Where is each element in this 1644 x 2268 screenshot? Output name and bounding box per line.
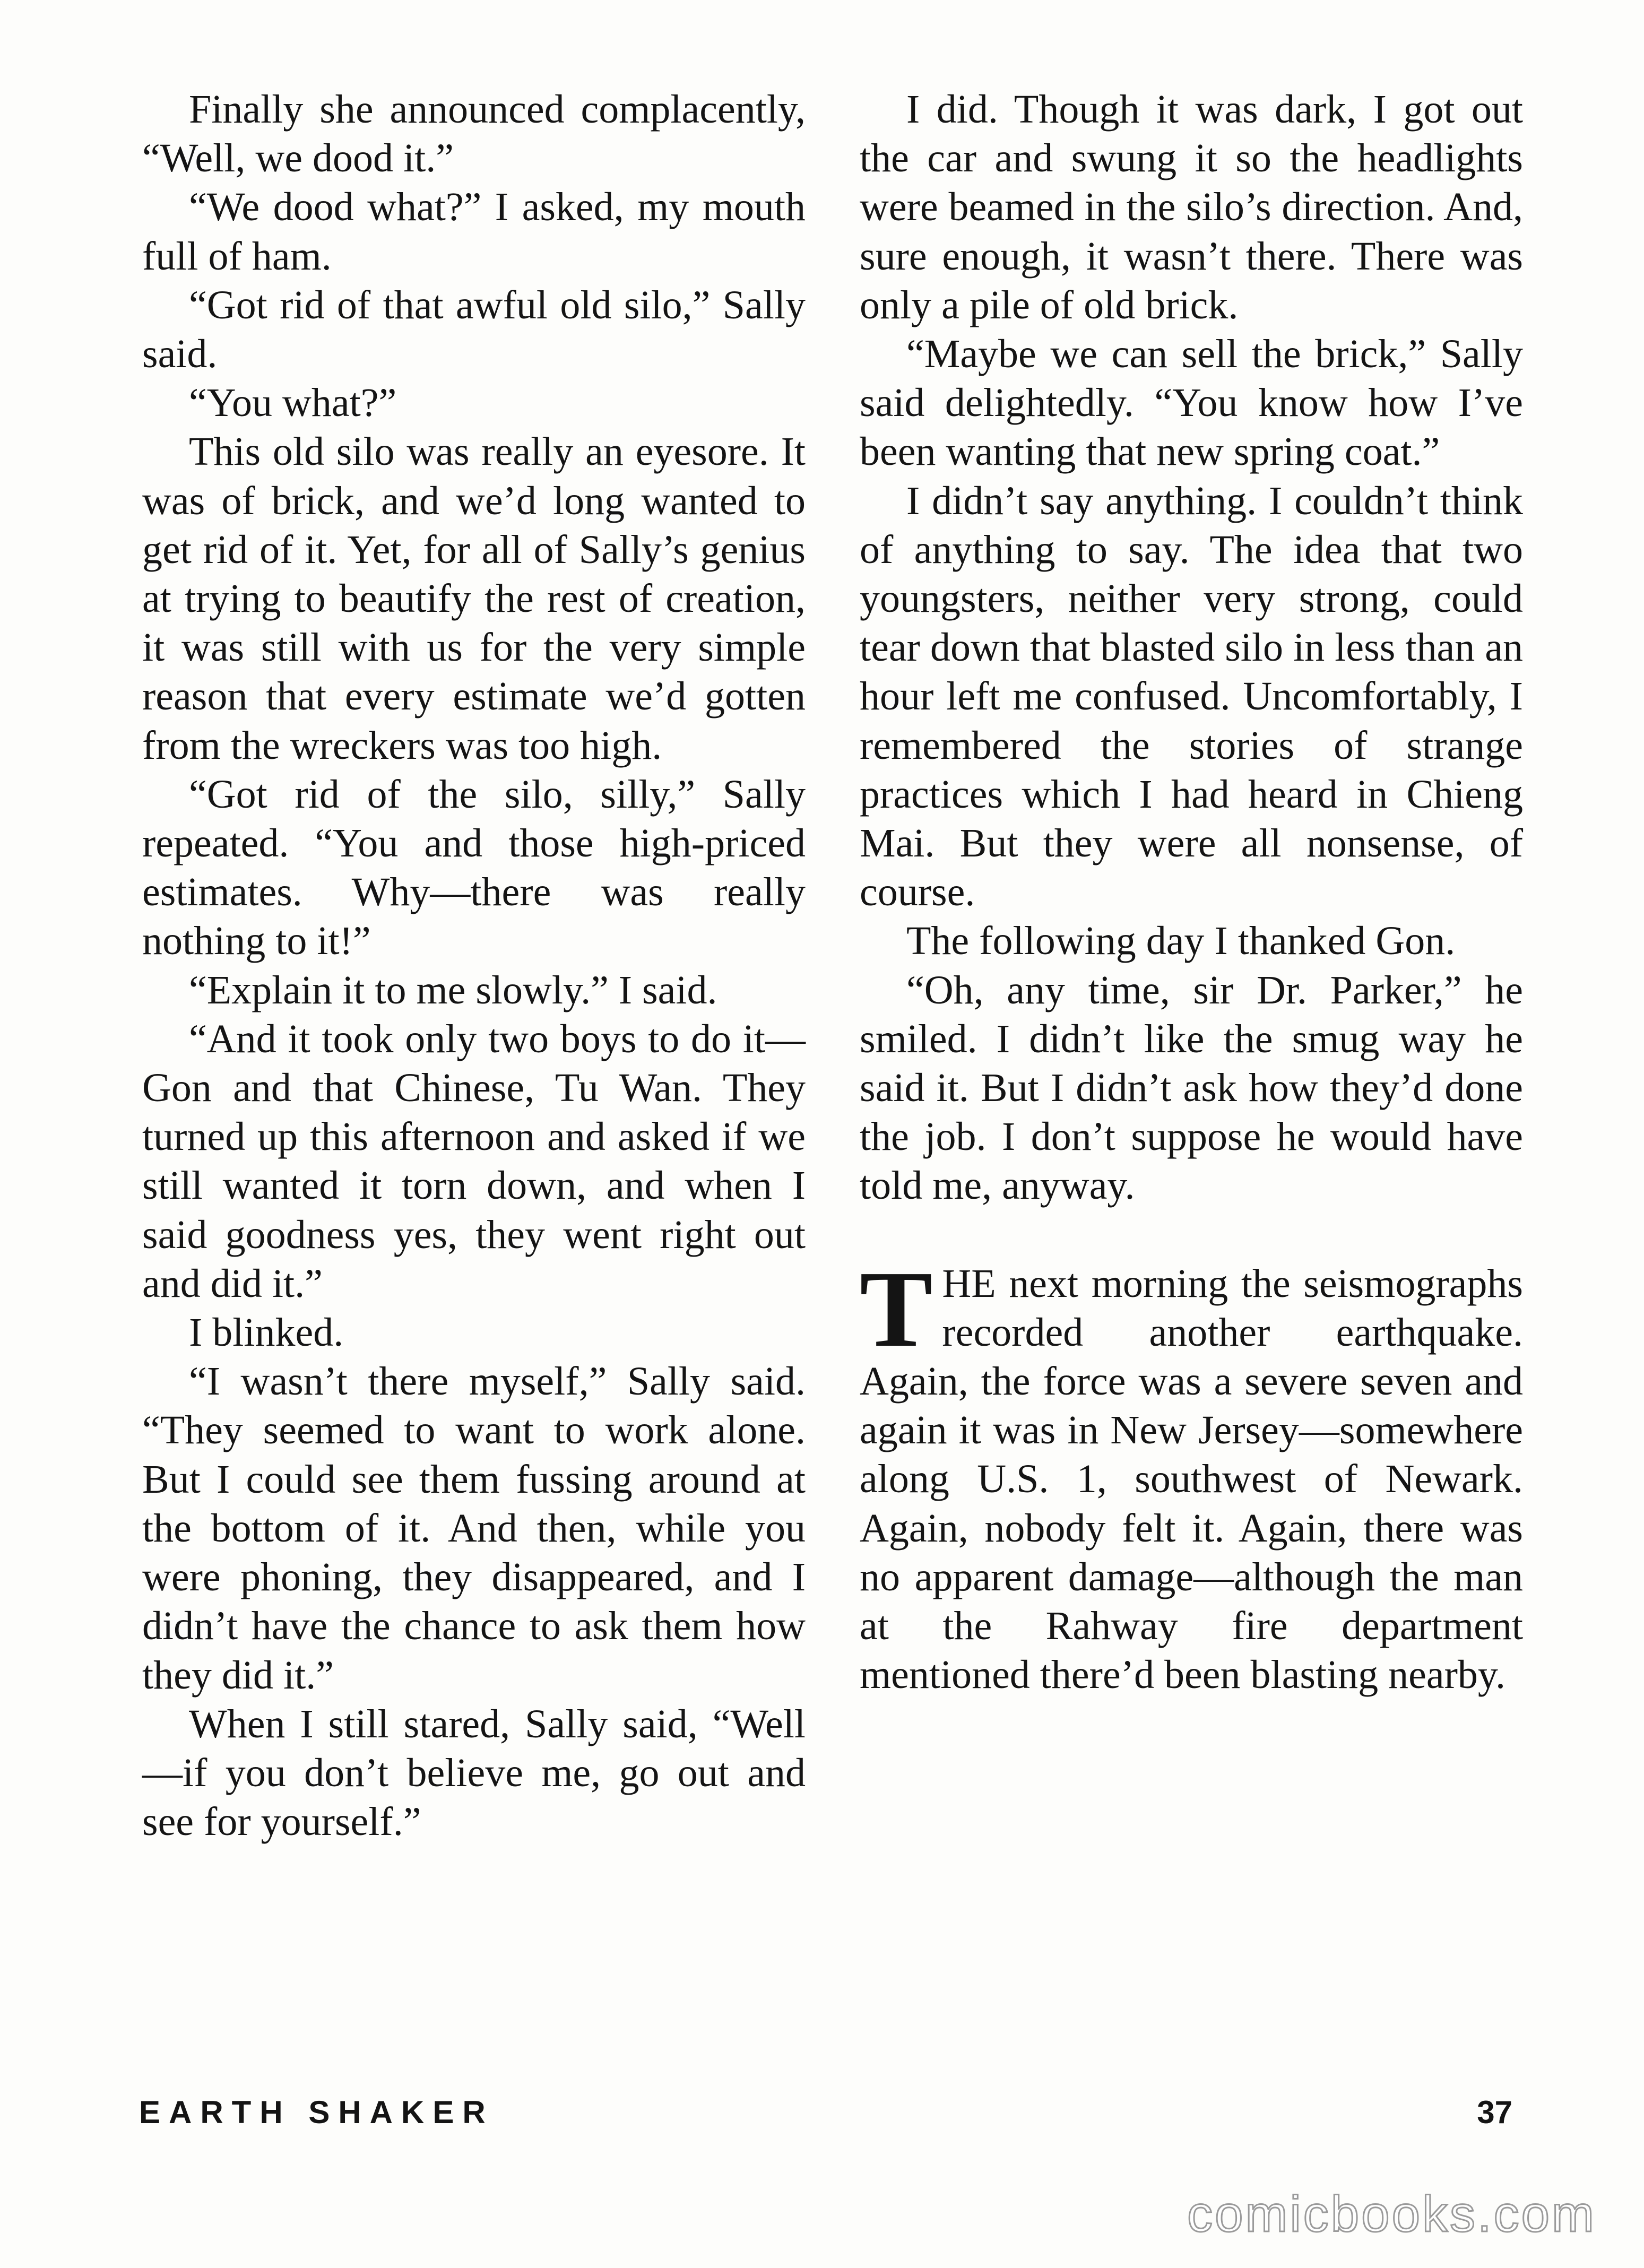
paragraph: “Got rid of the silo, silly,” Sally repeated. “You and those high-priced estimates. Why—there was really nothing to it!” [142,772,806,964]
right-column [860,85,1523,1700]
section-break [860,1210,1523,1259]
paragraph: “You what?” [189,380,397,426]
paragraph: I did. Though it was dark, I got out the car and swung it so the headlights were beamed in the silo’s direction. And, sure enough, it wasn’t there. There was only a pile of old brick. [860,87,1523,327]
paragraph: This old silo was really an eyesore. It was of brick, and we’d long wanted to get rid of it. Yet, for all of Sally’s genius at trying to beautify the rest of creation, it was still with us for the very simple reason that every estimate we’d gotten from the wreckers was too high. [142,429,806,768]
drop-cap: T [860,1248,933,1370]
page-number: 37 [1477,2094,1512,2130]
paragraph: I didn’t say anything. I couldn’t think of anything to say. The idea that two youngsters, neither very strong, could tear down that blasted silo in less than an hour left me confused. Uncomfortably, I remembered the stories of strange practices which I had heard in Chieng Mai. But they were all nonsense, of course. [860,478,1523,915]
paragraph: “We dood what?” I asked, my mouth full of ham. [142,185,806,279]
running-title: EARTH SHAKER [139,2094,494,2130]
paragraph: “I wasn’t there myself,” Sally said. “They seemed to want to work alone. But I could see them fussing around at the bottom of it. And then, while you were phoning, they disappeared, and I didn’t have the chance to ask them how they did it.” [142,1359,806,1698]
section-opening-paragraph [860,1248,1523,1700]
paragraph: Finally she announced complacently, “Well, we dood it.” [142,87,806,181]
paragraph: When I still stared, Sally said, “Well—if you don’t believe me, go out and see for yourself.” [142,1701,806,1845]
paragraph: “Got rid of that awful old silo,” Sally said. [142,282,806,377]
paragraph: “Oh, any time, sir Dr. Parker,” he smiled. I didn’t like the smug way he said it. But I didn’t ask how they’d done the job. I don’t suppose he would have told me, anyway. [860,967,1523,1208]
left-column [142,85,806,1846]
paragraph: “Explain it to me slowly.” I said. [189,967,717,1012]
paragraph: I blinked. [189,1310,344,1355]
paragraph: “Maybe we can sell the brick,” Sally said delightedly. “You know how I’ve been wanting that new spring coat.” [860,332,1523,474]
watermark: comicbooks.com [1187,2186,1596,2243]
section-text: HE next morning the seismographs recorded another earthquake. Again, the force was a severe seven and again it was in New Jersey—somewhere along U.S. 1, southwest of Newark. Again, nobody felt it. Again, there was no apparent damage—although the man at the Rahway fire department mentioned there’d been blasting nearby. [860,1261,1523,1698]
paragraph: “And it took only two boys to do it—Gon and that Chinese, Tu Wan. They turned up this afternoon and asked if we still wanted it torn down, and when I said goodness yes, they went right out and did it.” [142,1016,806,1306]
paragraph: The following day I thanked Gon. [906,919,1456,964]
